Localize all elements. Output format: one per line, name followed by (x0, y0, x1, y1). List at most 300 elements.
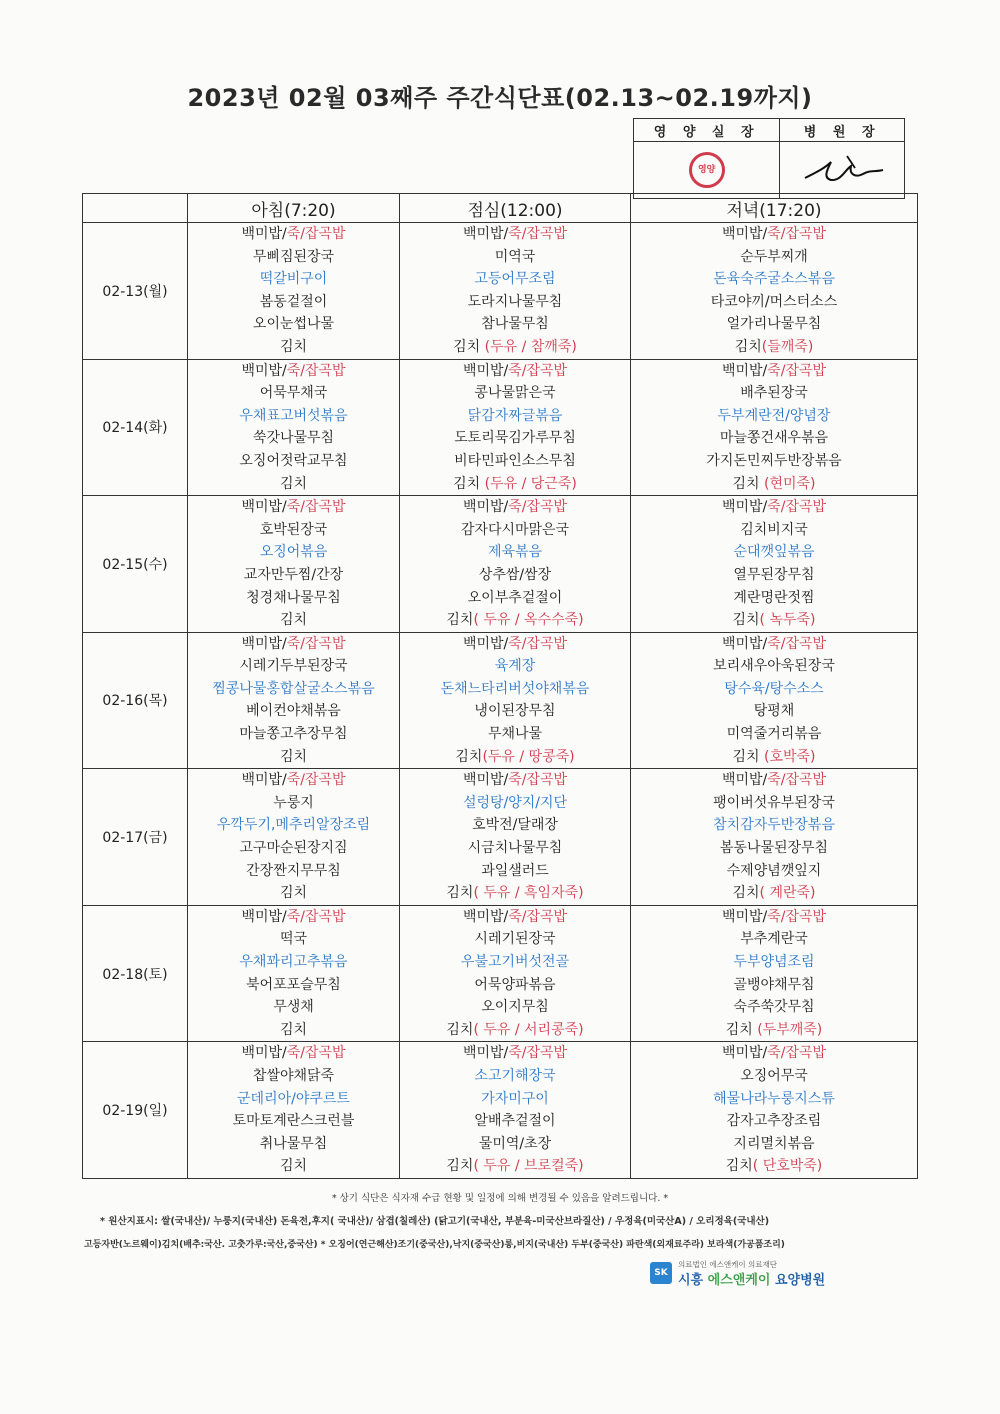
menu-item (631, 1110, 917, 1133)
menu-item-text: 두부계란전/양념장 (717, 407, 831, 424)
menu-item-text: 누룽지 (273, 794, 314, 811)
menu-item (188, 860, 399, 883)
menu-item-text: 탕수육/탕수소스 (724, 680, 824, 697)
breakfast-cell (188, 223, 400, 360)
menu-item-text: 죽/잡곡밥 (767, 772, 827, 789)
menu-item (631, 564, 917, 587)
menu-item (188, 291, 399, 314)
menu-item-text: 백미밥/ (462, 635, 509, 652)
menu-item (631, 223, 917, 246)
menu-item (188, 405, 399, 428)
menu-item-text: 오징어무국 (740, 1067, 808, 1084)
menu-item (400, 360, 630, 383)
menu-item-text: ( 단호박죽) (752, 1158, 823, 1175)
menu-item (631, 336, 917, 359)
menu-item (631, 928, 917, 951)
logo-name-suffix: 요양병원 (770, 1273, 826, 1288)
menu-item-text: 우불고기버섯전골 (460, 954, 570, 970)
menu-item (400, 951, 630, 974)
menu-item (400, 246, 630, 269)
menu-item-text: 콩나물맑은국 (474, 385, 556, 402)
menu-item (631, 655, 917, 678)
menu-item (631, 313, 917, 336)
menu-item-text: 숙주쑥갓무침 (733, 999, 815, 1016)
day-label: 02-16(목) (83, 632, 188, 769)
lunch-cell (400, 496, 631, 633)
menu-item-text: 쑥갓나물무침 (252, 430, 335, 447)
menu-item (400, 336, 630, 359)
menu-item (631, 906, 917, 929)
menu-item (188, 746, 399, 769)
menu-item-text: 골뱅야채무침 (733, 976, 815, 993)
menu-item (400, 746, 630, 769)
logo-mark-icon: SK (650, 1262, 672, 1284)
menu-item-text: 순두부찌개 (740, 248, 808, 265)
menu-item-text: 죽/잡곡밥 (767, 499, 827, 516)
menu-item-text: 고등어무조림 (474, 271, 556, 288)
menu-item (631, 974, 917, 997)
menu-item (400, 1155, 630, 1178)
dinner-cell (631, 1042, 918, 1179)
menu-item (631, 996, 917, 1019)
logo-name-prefix: 시흥 (678, 1273, 708, 1288)
menu-item-text: 참치감자두반장볶음 (713, 817, 835, 834)
menu-item-text: 김치 (279, 885, 308, 902)
menu-item (631, 427, 917, 450)
menu-item (188, 223, 399, 246)
menu-item-text: 죽/잡곡밥 (286, 635, 346, 652)
day-row (83, 359, 918, 496)
menu-item-text: 백미밥/ (462, 908, 509, 925)
menu-item-text: 교자만두찜/간장 (243, 566, 344, 583)
menu-item-text: 탕평채 (753, 703, 795, 720)
menu-item (188, 1019, 399, 1042)
menu-item-text: 수제양념깻잎지 (726, 862, 822, 879)
menu-item-text: 보리새우아욱된장국 (713, 658, 835, 675)
menu-item-text: 김치 (732, 612, 760, 629)
menu-item-text: (두부깨죽) (757, 1021, 823, 1038)
logo-subtitle: 의료법인 에스앤케이 의료재단 (678, 1260, 777, 1269)
menu-item (188, 1133, 399, 1156)
day-row (83, 1042, 918, 1179)
menu-item-text: 미역국 (494, 248, 536, 265)
menu-item (631, 291, 917, 314)
menu-item-text: 우채표고버섯볶음 (239, 407, 348, 424)
dietitian-stamp: 영양 (689, 152, 725, 188)
menu-item-text: 감자다시마맑은국 (460, 521, 570, 538)
menu-item-text: 백미밥/ (241, 362, 287, 379)
menu-item-text: 김치 (453, 475, 485, 492)
menu-item-text: 시레기두부된장국 (239, 658, 348, 675)
menu-item (400, 496, 630, 519)
menu-item-text: (두유 / 참깨죽) (484, 338, 577, 355)
menu-item-text: 김치 (725, 1158, 753, 1175)
menu-item-text: 어묵무채국 (259, 385, 328, 402)
menu-item (400, 792, 630, 815)
day-label: 02-18(토) (83, 905, 188, 1042)
menu-item-text: 무채나물 (487, 726, 543, 743)
day-row (83, 769, 918, 906)
menu-item-text: ( 두유 / 흑임자죽) (473, 885, 584, 902)
menu-item (631, 792, 917, 815)
menu-item-text: 오이눈썹나물 (252, 316, 335, 333)
menu-item (631, 746, 917, 769)
dietitian-label: 영 양 실 장 (634, 119, 780, 142)
menu-item-text: 봄동나물된장무침 (719, 840, 829, 857)
menu-item-text: 오징어볶음 (259, 544, 328, 561)
dinner-cell (631, 223, 918, 360)
menu-item-text: 죽/잡곡밥 (508, 362, 568, 379)
menu-item-text: 계란명란젓찜 (733, 589, 815, 606)
menu-item-text: (호박죽) (764, 748, 816, 765)
menu-item (400, 223, 630, 246)
breakfast-header: 아침(7:20) (188, 194, 400, 223)
menu-item-text: 무생채 (273, 999, 314, 1016)
menu-item-text: 지리멸치볶음 (733, 1135, 815, 1152)
menu-item (631, 814, 917, 837)
menu-item-text: 김치 (279, 612, 308, 629)
menu-item-text: 죽/잡곡밥 (508, 772, 568, 789)
menu-item-text: ( 계란죽) (759, 885, 816, 902)
menu-item-text: 찜콩나물홍합살굴소스볶음 (212, 680, 375, 697)
day-label: 02-19(일) (83, 1042, 188, 1179)
menu-item (631, 882, 917, 905)
menu-item (400, 814, 630, 837)
menu-item-text: 무삐짐된장국 (252, 248, 335, 265)
menu-item (400, 906, 630, 929)
menu-item-text: 죽/잡곡밥 (767, 908, 827, 925)
menu-item (188, 906, 399, 929)
menu-item (631, 609, 917, 632)
menu-item-text: 제육볶음 (487, 544, 543, 561)
menu-item-text: 가자미구이 (481, 1090, 549, 1107)
menu-item (188, 450, 399, 473)
menu-item-text: 김치 (725, 1021, 758, 1038)
menu-item (188, 609, 399, 632)
menu-item-text: ( 녹두죽) (759, 612, 816, 629)
menu-item-text: (두유 / 당근죽) (484, 475, 577, 492)
menu-item-text: 백미밥/ (241, 635, 287, 652)
menu-item-text: 죽/잡곡밥 (508, 635, 568, 652)
menu-item-text: 돈육숙주굴소스볶음 (713, 271, 835, 288)
menu-item-text: 죽/잡곡밥 (767, 635, 827, 652)
menu-header-row (83, 194, 918, 223)
menu-item (400, 405, 630, 428)
menu-item-text: 백미밥/ (462, 499, 509, 516)
menu-item (631, 1065, 917, 1088)
menu-item (400, 633, 630, 656)
day-label: 02-13(월) (83, 223, 188, 360)
menu-item (631, 246, 917, 269)
menu-item (631, 951, 917, 974)
menu-item-text: 군데리아/야쿠르트 (237, 1090, 350, 1107)
menu-item (631, 723, 917, 746)
menu-item-text: 두부양념조림 (733, 954, 815, 970)
menu-item-text: 죽/잡곡밥 (286, 362, 346, 379)
menu-item (188, 928, 399, 951)
menu-item (400, 1088, 630, 1111)
menu-item-text: 우깍두기,메추리알장조림 (216, 817, 371, 834)
menu-item-text: 백미밥/ (241, 772, 287, 789)
menu-item (188, 1110, 399, 1133)
menu-item-text: 간장짠지무무침 (246, 862, 341, 879)
menu-item (400, 1019, 630, 1042)
menu-item-text: 오이지무침 (481, 999, 549, 1016)
menu-item (400, 882, 630, 905)
menu-item-text: 취나물무침 (259, 1135, 328, 1152)
menu-item-text: 오징어젓락교무침 (239, 452, 348, 469)
menu-item-text: 죽/잡곡밥 (508, 1045, 568, 1062)
menu-item-text: 김치 (453, 338, 485, 355)
origin-notice-2: 고등자반(노르웨이)김치(배추:국산. 고춧가루:국산,중국산) * 오징어(연근해산)조기(중국산),낙지(중국산)롱,비지(국내산) 두부(중국산) 파란색(외재료주라) 보라색(가공품조리) (84, 1240, 785, 1250)
menu-item-text: 백미밥/ (721, 635, 768, 652)
menu-item (188, 678, 399, 701)
menu-item-text: 시레기된장국 (474, 931, 556, 948)
menu-item-text: 백미밥/ (462, 226, 509, 242)
menu-item (400, 837, 630, 860)
director-label: 병 원 장 (780, 119, 905, 142)
menu-item (631, 769, 917, 792)
menu-item (188, 541, 399, 564)
breakfast-cell (188, 632, 400, 769)
menu-item (400, 587, 630, 610)
menu-item-text: 상추쌈/쌈장 (478, 566, 552, 583)
director-signature-cell (780, 142, 905, 199)
menu-item-text: 오이부추겉절이 (467, 589, 563, 606)
menu-item (631, 837, 917, 860)
menu-item-text: 시금치나물무침 (467, 840, 563, 857)
menu-item (631, 268, 917, 291)
menu-item-text: 죽/잡곡밥 (508, 499, 568, 516)
day-header (83, 194, 188, 223)
menu-item-text: 고구마순된장지짐 (239, 840, 348, 857)
menu-item (631, 678, 917, 701)
menu-item (188, 313, 399, 336)
menu-item (400, 473, 630, 496)
menu-item-text: 김치 (446, 1158, 474, 1175)
menu-item (188, 1088, 399, 1111)
menu-item-text: 죽/잡곡밥 (286, 908, 346, 925)
menu-item-text: 비타민파인소스무침 (454, 452, 576, 469)
dinner-cell (631, 769, 918, 906)
menu-item (400, 655, 630, 678)
lunch-cell (400, 905, 631, 1042)
menu-body (83, 223, 918, 1179)
menu-item-text: 북어포포슬무침 (246, 976, 341, 993)
menu-item-text: 육계장 (494, 658, 536, 675)
lunch-cell (400, 223, 631, 360)
menu-item (400, 268, 630, 291)
menu-item-text: 알배추겉절이 (474, 1113, 556, 1130)
change-notice: * 상기 식단은 식자재 수급 현황 및 일정에 의해 변경될 수 있음을 알려드립니다. * (331, 1193, 669, 1204)
menu-item-text: 죽/잡곡밥 (767, 1045, 827, 1062)
menu-item-text: 봄동겉절이 (259, 293, 328, 310)
menu-item (188, 996, 399, 1019)
menu-item (400, 564, 630, 587)
menu-item (400, 974, 630, 997)
menu-item (631, 473, 917, 496)
menu-item (400, 1065, 630, 1088)
menu-item (400, 769, 630, 792)
menu-item-text: 마늘쫑건새우볶음 (719, 430, 829, 447)
menu-item-text: ( 두유 / 서리콩죽) (473, 1021, 584, 1038)
menu-item (188, 974, 399, 997)
menu-item (631, 700, 917, 723)
menu-item-text: 백미밥/ (462, 362, 509, 379)
menu-item-text: 감자고추장조림 (726, 1113, 822, 1130)
day-label: 02-14(화) (83, 359, 188, 496)
menu-item-text: 백미밥/ (721, 908, 768, 925)
menu-item (400, 723, 630, 746)
menu-item-text: 마늘쫑고추장무침 (239, 726, 348, 743)
menu-item (631, 1088, 917, 1111)
menu-item-text: 죽/잡곡밥 (508, 908, 568, 925)
menu-item-text: 김치 (279, 475, 308, 492)
lunch-header: 점심(12:00) (400, 194, 631, 223)
menu-item-text: 백미밥/ (462, 772, 509, 789)
menu-item-text: (들깨죽) (761, 338, 814, 355)
menu-item-text: ( 두유 / 브로컬죽) (473, 1158, 584, 1175)
menu-item-text: 백미밥/ (721, 772, 768, 789)
dinner-cell (631, 905, 918, 1042)
menu-item-text: 설렁탕/양지/지단 (462, 794, 568, 811)
menu-item (188, 700, 399, 723)
menu-item-text: 미역줄거리볶음 (726, 726, 822, 743)
origin-notice-1: * 원산지표시: 쌀(국내산)/ 누룽지(국내산) 돈육전,후지( 국내산)/ 삼겹(칠레산) (닭고기(국내산, 부분육-미국산브라질산) / 우정육(미국산A) / 오리정육(국내산) (100, 1216, 770, 1227)
menu-item (631, 633, 917, 656)
menu-item-text: 가지돈민찌두반장볶음 (706, 452, 842, 469)
menu-item-text: 죽/잡곡밥 (767, 226, 827, 242)
menu-item (188, 792, 399, 815)
menu-item-text: 백미밥/ (721, 1045, 768, 1062)
menu-item (400, 860, 630, 883)
menu-item-text: 김치 (446, 612, 474, 629)
menu-item-text: 어묵양파볶음 (474, 976, 556, 993)
lunch-cell (400, 632, 631, 769)
menu-item-text: 김치 (455, 748, 483, 765)
menu-item (400, 996, 630, 1019)
menu-item (188, 246, 399, 269)
menu-item-text: 떡갈비구이 (259, 271, 328, 288)
menu-item (631, 587, 917, 610)
menu-item-text: 돈채느타리버섯야채볶음 (440, 680, 590, 697)
menu-item (188, 951, 399, 974)
menu-item-text: 백미밥/ (241, 226, 287, 242)
logo-name (678, 1269, 825, 1288)
dinner-cell (631, 632, 918, 769)
menu-item (188, 360, 399, 383)
menu-item (188, 496, 399, 519)
menu-item (400, 427, 630, 450)
menu-item (188, 564, 399, 587)
menu-item-text: 죽/잡곡밥 (286, 1045, 346, 1062)
menu-item-text: 백미밥/ (241, 908, 287, 925)
menu-item (400, 313, 630, 336)
menu-item (188, 655, 399, 678)
approval-box (633, 118, 905, 199)
menu-item (188, 473, 399, 496)
menu-item-text: (두유 / 땅콩죽) (482, 748, 575, 765)
menu-item-text: 물미역/초장 (478, 1135, 552, 1152)
menu-item-text: 김치 (446, 885, 474, 902)
menu-item (631, 360, 917, 383)
dinner-cell (631, 359, 918, 496)
menu-item (188, 882, 399, 905)
menu-item-text: 베이컨야채볶음 (246, 703, 341, 720)
menu-item (188, 1065, 399, 1088)
menu-item-text: 타코야끼/머스터소스 (710, 293, 838, 310)
menu-item (631, 541, 917, 564)
menu-item-text: 호박전/달래장 (472, 817, 558, 834)
menu-item-text: 김치 (732, 475, 764, 492)
menu-item-text: 우채꽈리고추볶음 (239, 954, 348, 970)
menu-item-text: 김치 (732, 748, 764, 765)
menu-item (188, 723, 399, 746)
menu-item (188, 268, 399, 291)
dinner-cell (631, 496, 918, 633)
breakfast-cell (188, 905, 400, 1042)
menu-item-text: 해물나라누룽지스튜 (713, 1090, 835, 1107)
lunch-cell (400, 359, 631, 496)
menu-item (400, 1133, 630, 1156)
breakfast-cell (188, 496, 400, 633)
menu-item (631, 382, 917, 405)
menu-item-text: 떡국 (279, 931, 308, 948)
menu-item-text: 참나물무침 (481, 316, 549, 333)
menu-item-text: 백미밥/ (462, 1045, 509, 1062)
menu-item-text: 죽/잡곡밥 (508, 226, 568, 242)
menu-item (400, 678, 630, 701)
day-label: 02-17(금) (83, 769, 188, 906)
day-row (83, 223, 918, 360)
menu-item-text: ( 두유 / 옥수수죽) (473, 612, 584, 629)
logo-name-brand: 에스앤케이 (707, 1273, 771, 1288)
menu-item-text: 백미밥/ (241, 1045, 287, 1062)
menu-item (631, 1019, 917, 1042)
menu-item (631, 496, 917, 519)
menu-item (631, 405, 917, 428)
day-row (83, 496, 918, 633)
menu-item (400, 1042, 630, 1065)
menu-item-text: 죽/잡곡밥 (767, 362, 827, 379)
menu-item-text: 백미밥/ (721, 226, 768, 242)
menu-item (188, 769, 399, 792)
breakfast-cell (188, 1042, 400, 1179)
menu-item-text: 백미밥/ (721, 499, 768, 516)
menu-item-text: 백미밥/ (241, 499, 287, 516)
menu-item (400, 609, 630, 632)
menu-item (188, 427, 399, 450)
menu-item (400, 541, 630, 564)
menu-item (188, 336, 399, 359)
menu-item-text: 김치 (279, 1021, 308, 1038)
menu-item (631, 519, 917, 542)
menu-item-text: (현미죽) (764, 475, 816, 492)
menu-item-text: 김치비지국 (740, 521, 808, 538)
menu-item-text: 김치 (446, 1021, 474, 1038)
menu-item-text: 죽/잡곡밥 (286, 226, 346, 242)
day-row (83, 905, 918, 1042)
signature-icon (797, 148, 887, 188)
menu-item-text: 얼가리나물무침 (726, 316, 822, 333)
menu-item-text: 냉이된장무침 (474, 703, 556, 720)
menu-item-text: 팽이버섯유부된장국 (713, 794, 835, 811)
menu-item (631, 1155, 917, 1178)
menu-item-text: 토마토계란스크런블 (232, 1113, 355, 1130)
menu-item (188, 633, 399, 656)
menu-item-text: 김치 (279, 748, 308, 765)
page-title: 2023년 02월 03째주 주간식단표(02.13~02.19까지) (187, 84, 813, 112)
